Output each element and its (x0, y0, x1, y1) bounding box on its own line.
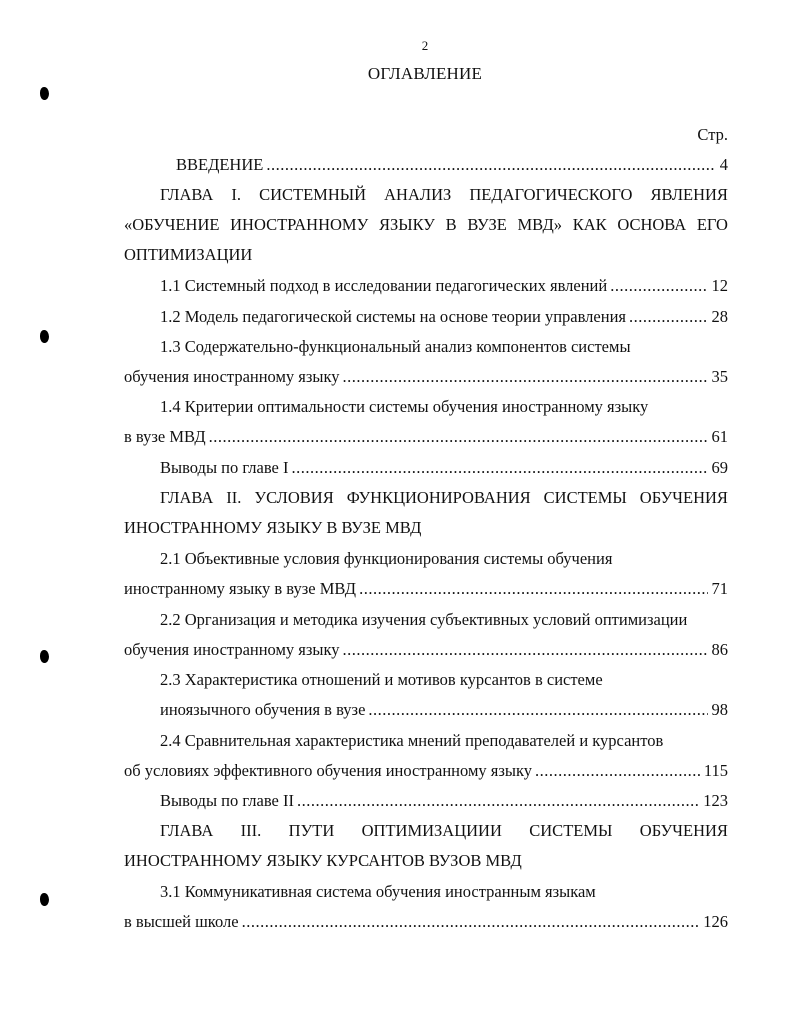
dot-leader (535, 760, 700, 782)
toc-entry-2-1-line-1[interactable]: 2.1 Объективные условия функционирования системы обучения (160, 549, 613, 568)
toc-entry-page: 69 (711, 458, 728, 477)
heading-word: ОБУЧЕНИЯ (639, 488, 728, 507)
toc-entry-3-1[interactable] (124, 911, 728, 933)
punch-hole (40, 893, 49, 906)
toc-entry-2-2[interactable] (124, 639, 728, 661)
dot-leader (610, 275, 707, 297)
toc-entry-page: 98 (711, 700, 728, 719)
heading-word: АНАЛИЗ (384, 185, 452, 204)
toc-entry-1-3-line-1[interactable]: 1.3 Содержательно-функциональный анализ компонентов системы (160, 337, 631, 356)
toc-entry-page: 12 (711, 276, 728, 295)
toc-entry-page: 35 (711, 367, 728, 386)
toc-entry-1-1[interactable] (160, 275, 728, 297)
toc-entry-1-2[interactable] (160, 306, 728, 328)
dot-leader (343, 639, 708, 661)
heading-word: ФУНКЦИОНИРОВАНИЯ (346, 488, 531, 507)
heading-word: I. (231, 185, 241, 204)
toc-entry-page: 4 (719, 155, 728, 174)
dot-leader (297, 790, 699, 812)
toc-entry-label: Выводы по главе II (160, 791, 294, 810)
toc-entry-page: 126 (703, 912, 728, 931)
toc-entry-1-3[interactable] (124, 366, 728, 388)
heading-word: МВД» (517, 215, 563, 234)
toc-entry-label: об условиях эффективного обучения иностранному языку (124, 761, 532, 780)
toc-entry-2-3[interactable] (160, 699, 728, 721)
toc-entry-label: обучения иностранному языку (124, 367, 340, 386)
toc-entry-label: ВВЕДЕНИЕ (176, 155, 264, 174)
toc-entry-1-4[interactable] (124, 426, 728, 448)
toc-entry-page: 28 (711, 307, 728, 326)
heading-word: СИСТЕМЫ (543, 488, 627, 507)
toc-entry-page: 61 (711, 427, 728, 446)
chapter-3-heading-line-1 (160, 820, 728, 842)
toc-entry-2-3-line-1[interactable]: 2.3 Характеристика отношений и мотивов курсантов в системе (160, 670, 603, 689)
toc-entry-label: Выводы по главе I (160, 458, 289, 477)
heading-word: ЯВЛЕНИЯ (650, 185, 728, 204)
toc-entry-page: 86 (711, 640, 728, 659)
toc-entry-label: обучения иностранному языку (124, 640, 340, 659)
toc-entry-3-1-line-1[interactable]: 3.1 Коммуникативная система обучения иностранным языкам (160, 882, 596, 901)
dot-leader (266, 154, 715, 176)
heading-word: ЯЗЫКУ (378, 215, 435, 234)
toc-entry-2-4-line-1[interactable]: 2.4 Сравнительная характеристика мнений преподавателей и курсантов (160, 731, 664, 750)
toc-entry-page: 123 (703, 791, 728, 810)
toc-entry-1-4-line-1[interactable]: 1.4 Критерии оптимальности системы обучения иностранному языку (160, 397, 649, 416)
dot-leader (242, 911, 700, 933)
toc-entry-conclusions-chapter-1[interactable] (160, 457, 728, 479)
chapter-2-heading-line-2: ИНОСТРАННОМУ ЯЗЫКУ В ВУЗЕ МВД (124, 518, 422, 537)
dot-leader (368, 699, 707, 721)
toc-entry-label: 1.1 Системный подход в исследовании педагогических явлений (160, 276, 608, 295)
dot-leader (209, 426, 708, 448)
heading-word: СИСТЕМНЫЙ (259, 185, 367, 204)
heading-word: ИНОСТРАННОМУ (230, 215, 369, 234)
heading-word: В (445, 215, 457, 234)
punch-hole (40, 330, 49, 343)
heading-word: II. (226, 488, 242, 507)
dot-leader (343, 366, 708, 388)
punch-hole (40, 87, 49, 100)
heading-word: ОБУЧЕНИЯ (639, 821, 728, 840)
chapter-3-heading-line-2: ИНОСТРАННОМУ ЯЗЫКУ КУРСАНТОВ ВУЗОВ МВД (124, 851, 522, 870)
toc-entry-2-4[interactable] (124, 760, 728, 782)
toc-entry-page: 115 (703, 761, 728, 780)
toc-entry-label: в вузе МВД (124, 427, 206, 446)
toc-entry-introduction[interactable] (176, 154, 728, 176)
page-column-header: Стр. (697, 125, 728, 144)
heading-word: ГЛАВА (160, 185, 214, 204)
heading-word: КАК (572, 215, 607, 234)
heading-word: УСЛОВИЯ (254, 488, 334, 507)
heading-word: ПЕДАГОГИЧЕСКОГО (469, 185, 633, 204)
toc-entry-label: иноязычного обучения в вузе (160, 700, 366, 719)
punch-hole (40, 650, 49, 663)
heading-word: ЕГО (696, 215, 728, 234)
toc-entry-page: 71 (711, 579, 728, 598)
chapter-1-heading-line-1 (160, 184, 728, 206)
heading-word: III. (240, 821, 262, 840)
chapter-1-heading-line-3: ОПТИМИЗАЦИИ (124, 245, 253, 264)
page-title: ОГЛАВЛЕНИЕ (367, 64, 483, 83)
dot-leader (359, 578, 707, 600)
heading-word: ВУЗЕ (467, 215, 507, 234)
toc-entry-2-2-line-1[interactable]: 2.2 Организация и методика изучения субъективных условий оптимизации (160, 610, 688, 629)
heading-word: «ОБУЧЕНИЕ (124, 215, 220, 234)
toc-entry-conclusions-chapter-2[interactable] (160, 790, 728, 812)
heading-word: ОСНОВА (617, 215, 687, 234)
chapter-2-heading-line-1 (160, 487, 728, 509)
chapter-1-heading-line-2 (124, 214, 728, 236)
heading-word: ГЛАВА (160, 488, 214, 507)
heading-word: СИСТЕМЫ (529, 821, 613, 840)
toc-entry-label: в высшей школе (124, 912, 239, 931)
heading-word: ГЛАВА (160, 821, 214, 840)
dot-leader (629, 306, 708, 328)
heading-word: ПУТИ (288, 821, 335, 840)
table-of-contents (124, 0, 728, 1025)
toc-entry-label: иностранному языку в вузе МВД (124, 579, 357, 598)
page-number: 2 (421, 38, 429, 53)
heading-word: ОПТИМИЗАЦИИИ (361, 821, 502, 840)
toc-entry-label: 1.2 Модель педагогической системы на основе теории управления (160, 307, 626, 326)
dot-leader (291, 457, 707, 479)
toc-entry-2-1[interactable] (124, 578, 728, 600)
